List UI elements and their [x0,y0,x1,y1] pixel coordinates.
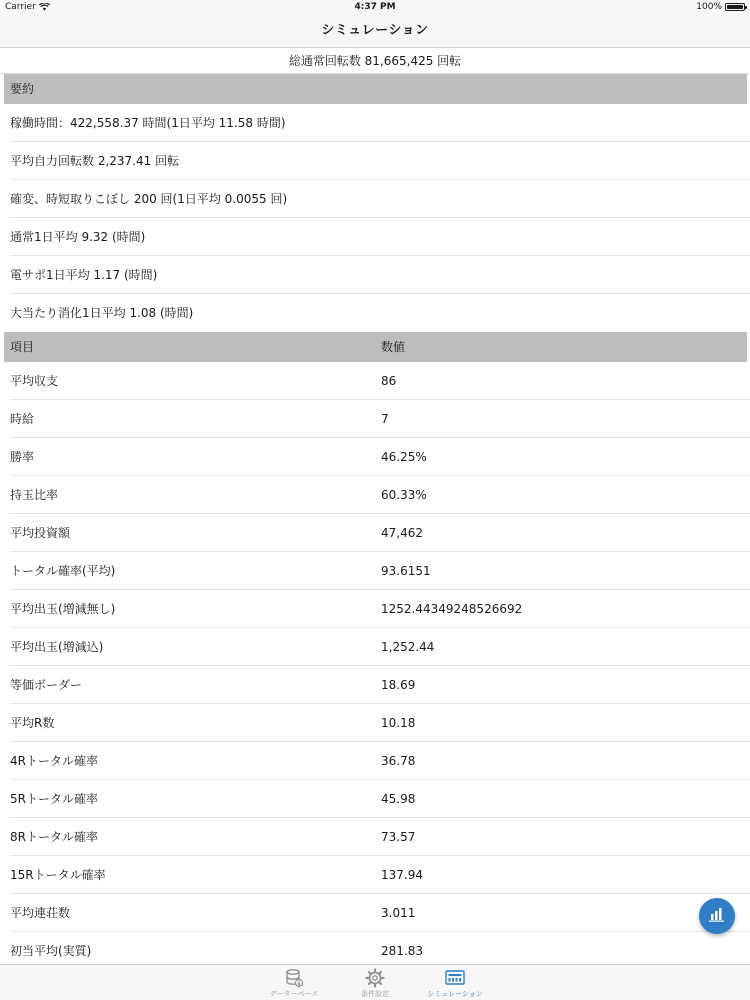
tab-label: 条件設定 [361,990,389,998]
summary-row: 稼働時間：422,558.37 時間(1日平均 11.58 時間) [0,104,750,142]
battery-icon [725,3,745,11]
row-label: 平均投資額 [10,526,71,540]
row-value: 47,462 [381,526,423,540]
table-row [0,552,750,590]
row-label: 等価ボーダー [10,678,83,692]
battery-level [727,5,743,9]
tab-bar [0,964,750,1000]
table-row [0,438,750,476]
carrier-label: Carrier [5,2,36,12]
row-value: 137.94 [381,868,423,882]
column-header-item: 項目 [10,340,35,354]
row-label: トータル確率(平均) [10,564,116,578]
table-row [0,780,750,818]
tab-label: データーベース [269,990,319,998]
row-label: 持玉比率 [10,488,59,502]
table-row [0,628,750,666]
tab-label: シミュレーション [427,990,483,998]
table-header [4,332,747,362]
summary-row: 電サポ1日平均 1.17 (時間) [0,256,750,294]
row-label: 初当平均(実質) [10,944,92,958]
table-row [0,856,750,894]
row-label: 勝率 [10,450,35,464]
row-value: 45.98 [381,792,416,806]
page-title: シミュレーション [321,23,429,38]
simulation-icon [400,967,510,989]
row-label: 5Rトータル確率 [10,792,98,806]
row-label: 平均連荘数 [10,906,71,920]
battery-percent: 100% [696,2,722,12]
summary-row: 大当たり消化1日平均 1.08 (時間) [10,306,194,320]
row-value: 86 [381,374,397,388]
status-right [696,2,745,12]
row-value: 46.25% [381,450,427,464]
row-value: 93.6151 [381,564,431,578]
summary-header [4,74,747,104]
row-label: 平均R数 [10,716,55,730]
row-value: 1252.44349248526692 [381,602,523,616]
table-row [0,894,750,932]
row-label: 平均収支 [10,374,59,388]
status-bar [0,0,750,14]
table-row [0,932,750,964]
navigation-bar [0,14,750,48]
row-label: 平均出玉(増減無し) [10,602,116,616]
tab-simulation[interactable] [400,967,510,999]
row-label: 時給 [10,412,35,426]
summary-header-label: 要約 [10,82,35,96]
summary-row: 平均自力回転数 2,237.41 回転 [0,142,750,180]
row-label: 15Rトータル確率 [10,868,106,882]
total-spins: 総通常回転数 81,665,425 回転 [0,48,750,74]
table-row [0,742,750,780]
row-label: 8Rトータル確率 [10,830,98,844]
table-row [0,666,750,704]
row-value: 281.83 [381,944,423,958]
status-time: 4:37 PM [354,2,396,12]
row-value: 73.57 [381,830,416,844]
row-value: 60.33% [381,488,427,502]
row-value: 18.69 [381,678,416,692]
simulation-content[interactable] [0,48,750,964]
table-row [0,400,750,438]
table-row [0,476,750,514]
chart-button[interactable] [699,898,735,934]
row-value: 3.011 [381,906,416,920]
summary-row: 確変、時短取りこぼし 200 回(1日平均 0.0055 回) [0,180,750,218]
row-label: 4Rトータル確率 [10,754,98,768]
summary-row: 通常1日平均 9.32 (時間) [0,218,750,256]
row-label: 平均出玉(増減込) [10,640,104,654]
table-row [0,514,750,552]
bar-chart-icon [708,906,726,926]
table-row [0,590,750,628]
table-row [0,362,750,400]
column-header-value: 数値 [381,340,406,354]
row-value: 7 [381,412,389,426]
row-value: 1,252.44 [381,640,435,654]
row-value: 36.78 [381,754,416,768]
table-row [0,704,750,742]
table-row [0,818,750,856]
row-value: 10.18 [381,716,416,730]
